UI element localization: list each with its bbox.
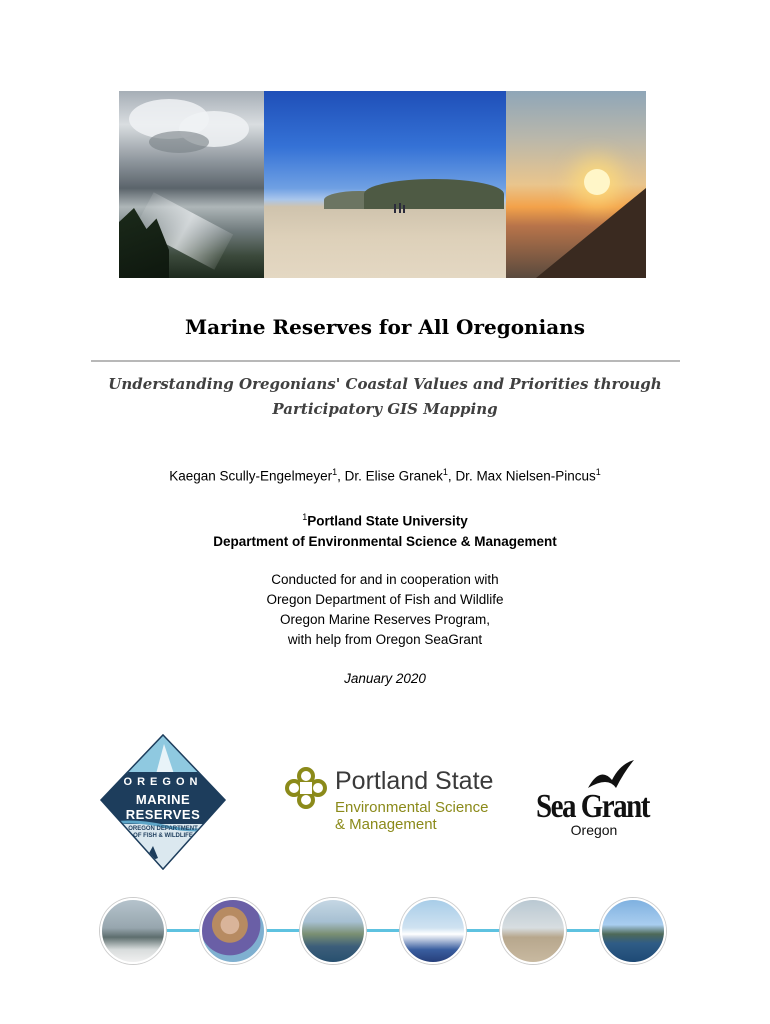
title-divider (91, 360, 680, 362)
portland-state-logo (285, 765, 495, 837)
affiliation (0, 507, 770, 552)
author-name: Kaegan Scully-Engelmeyer (169, 468, 333, 484)
seagrant-logo-sub: Oregon (570, 822, 618, 838)
omr-logo-top-text: OREGON (123, 776, 203, 788)
department-name: Department of Environmental Science & Management (213, 533, 557, 549)
photo-circle-child (200, 898, 266, 964)
psu-logo-name: Portland State (335, 767, 494, 795)
sunset-photo (506, 91, 646, 278)
subtitle-line-2: Participatory GIS Mapping (272, 400, 498, 418)
author-name: Dr. Elise Granek (344, 468, 443, 484)
photo-circle-fishing-boat (400, 898, 466, 964)
author-affiliation-mark: 1 (332, 467, 338, 477)
photo-circle-aerial-coast (300, 898, 366, 964)
seabird-icon (586, 758, 636, 792)
author-affiliation-mark: 1 (595, 467, 601, 477)
psu-logo-sub-line-2: & Management (335, 816, 437, 833)
people-on-beach (392, 201, 406, 215)
conducted-statement (0, 570, 770, 650)
omr-logo-bottom-text: OREGON DEPARTMENT OF FISH & WILDLIFE (128, 826, 198, 839)
document-subtitle (0, 372, 770, 422)
psu-logo-department (335, 799, 488, 833)
author-name: Dr. Max Nielsen-Pincus (455, 468, 596, 484)
affiliation-mark: 1 (302, 512, 308, 522)
psu-emblem-icon (285, 767, 327, 809)
author-list: Kaegan Scully-Engelmeyer$^1$, Dr. Elise Granek$^1$, Dr. Max Nielsen-Pincus$^1$ (169, 467, 601, 484)
coastal-cliff-photo (119, 91, 264, 278)
beach-photo (264, 91, 506, 278)
university-name: Portland State University (307, 513, 468, 529)
subtitle-line-1: Understanding Oregonians' Coastal Values and Priorities through (108, 375, 662, 393)
conducted-line: Oregon Marine Reserves Program, (279, 612, 491, 627)
photo-circle-beach-group (100, 898, 166, 964)
document-title: Marine Reserves for All Oregonians (185, 315, 585, 339)
omr-logo-middle-text: MARINE RESERVES (125, 792, 201, 822)
oregon-sea-grant-logo (536, 758, 648, 842)
seagrant-logo-name: Sea Grant (536, 788, 649, 825)
conducted-line: with help from Oregon SeaGrant (287, 632, 483, 647)
publication-date: January 2020 (344, 671, 426, 686)
oregon-marine-reserves-logo (98, 734, 228, 870)
author-affiliation-mark: 1 (442, 467, 448, 477)
photo-circle-harbor (600, 898, 666, 964)
cover-photo-banner (119, 91, 646, 278)
conducted-line: Oregon Department of Fish and Wildlife (266, 592, 504, 607)
photo-circles-row (100, 898, 664, 962)
conducted-line: Conducted for and in cooperation with (271, 572, 499, 587)
photo-circle-beach-walkers (500, 898, 566, 964)
psu-logo-sub-line-1: Environmental Science (335, 799, 489, 816)
